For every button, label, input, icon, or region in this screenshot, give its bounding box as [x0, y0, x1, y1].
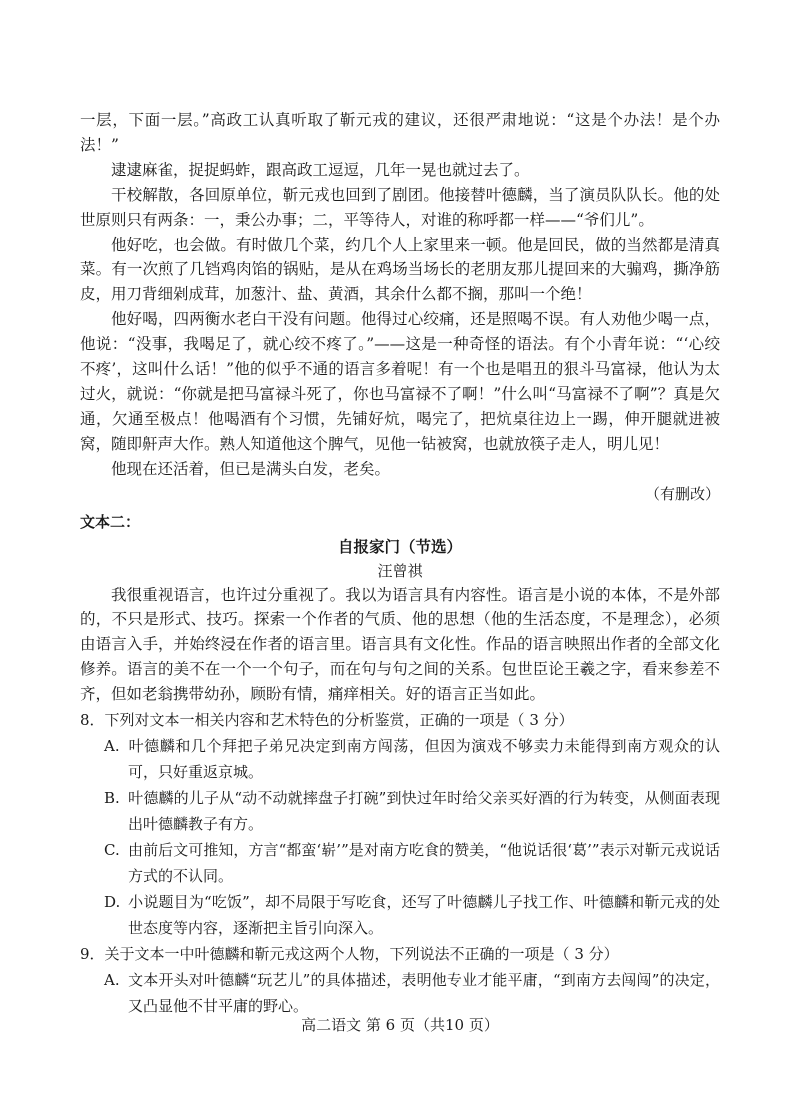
option-text: 小说题目为“吃饭”，却不局限于写吃食，还写了叶德麟儿子找工作、叶德麟和靳元戎的处世态度等内容，逐渐把主旨引向深入。 — [128, 893, 720, 938]
text1-paragraph: 一层，下面一层。”高政工认真听取了靳元戎的建议，还很严肃地说：“这是个办法！是个办法！” — [80, 111, 720, 154]
text1-paragraph: 干校解散，各回原单位，靳元戎也回到了剧团。他接替叶德麟，当了演员队队长。他的处世原则只有两条：一，秉公办事；二，平等待人，对谁的称呼都一样——“爷们儿”。 — [80, 185, 720, 229]
option-text: 由前后文可推知，方言“都蛮‘崭’”是对南方吃食的赞美，“他说话很‘葛’”表示对靳元戎说话方式的不认同。 — [128, 841, 720, 886]
source-note: （有删改） — [644, 484, 720, 503]
text2-heading: 文本二： — [80, 512, 141, 531]
option-text: 叶德麟和几个拜把子弟兄决定到南方闯荡，但因为演戏不够卖力未能得到南方观众的认可，只好重返京城。 — [128, 737, 720, 782]
page-footer: 高二语文 第 6 页（共10 页） — [301, 1016, 499, 1034]
option-label: C. — [104, 841, 120, 860]
text1-paragraph: 逮逮麻雀，捉捉蚂蚱，跟高政工逗逗，几年一晃也就过去了。 — [111, 160, 530, 179]
option-label: A. — [104, 737, 120, 756]
text1-paragraph: 他好喝，四两衡水老白干没有问题。他得过心绞痛，还是照喝不误。有人劝他少喝一点，他说：“没事，我喝足了，就心绞不疼了。”——这是一种奇怪的语法。有个小青年说：“‘心绞不疼’，这叫什么话！”他的似乎不通的语言多着呢！有一个也是唱丑的狠斗马富禄，他认为太过火，就说：“你就是把马富禄斗死了，你也马富禄不了啊！”什么叫“马富禄不了啊”？真是欠通，欠通至极点！他喝酒有个习惯，先铺好炕，喝完了，把炕桌往边上一踢，伸开腿就进被窝，随即鼾声大作。熟人知道他这个脾气，见他一钻被窝，也就放筷子走人，明儿见！ — [80, 310, 720, 453]
option-label: A. — [104, 971, 120, 990]
text1-paragraph: 他好吃，也会做。有时做几个菜，约几个人上家里来一顿。他是回民，做的当然都是清真菜。有一次煎了几铛鸡肉馅的锅贴，是从在鸡场当场长的老朋友那儿提回来的大骟鸡，撕净筋皮，用刀背细剁成茸，加葱汁、盐、黄酒，其余什么都不搁，那叫一个绝！ — [80, 235, 720, 304]
text2-paragraph: 我很重视语言，也许过分重视了。我以为语言具有内容性。语言是小说的本体，不是外部的，不只是形式、技巧。探索一个作者的气质、他的思想（他的生活态度，不是理念），必须由语言入手，并始终浸在作者的语言里。语言具有文化性。作品的语言映照出作者的全部文化修养。语言的美不在一个一个句子，而在句与句之间的关系。包世臣论王羲之字，看来参差不齐，但如老翁携带幼孙，顾盼有情，痛痒相关。好的语言正当如此。 — [80, 585, 720, 704]
page-content — [80, 108, 720, 1019]
option-label: D. — [104, 893, 121, 912]
question-8-option-c — [80, 837, 720, 889]
option-text: 叶德麟的儿子从“动不动就摔盘子打碗”到快过年时给父亲买好酒的行为转变，从侧面表现出叶德麟教子有方。 — [128, 789, 720, 834]
option-text: 文本开头对叶德麟“玩艺儿”的具体描述，表明他专业才能平庸，“到南方去闯闯”的决定，又凸显他不甘平庸的野心。 — [128, 971, 720, 1016]
question-8-option-b — [80, 785, 720, 837]
text2-title: 自报家门（节选） — [337, 537, 462, 556]
question-9-option-a — [80, 967, 720, 1019]
question-8-option-d — [80, 889, 720, 941]
text1-paragraph: 他现在还活着，但已是满头白发，老矣。 — [111, 459, 391, 478]
question-9-stem: 9．关于文本一中叶德麟和靳元戎这两个人物，下列说法不正确的一项是（ 3 分） — [80, 945, 619, 964]
question-8-option-a — [80, 733, 720, 785]
option-label: B. — [104, 789, 120, 808]
text2-author: 汪曾祺 — [377, 561, 423, 580]
question-8-stem: 8．下列对文本一相关内容和艺术特色的分析鉴赏，正确的一项是（ 3 分） — [80, 711, 574, 730]
